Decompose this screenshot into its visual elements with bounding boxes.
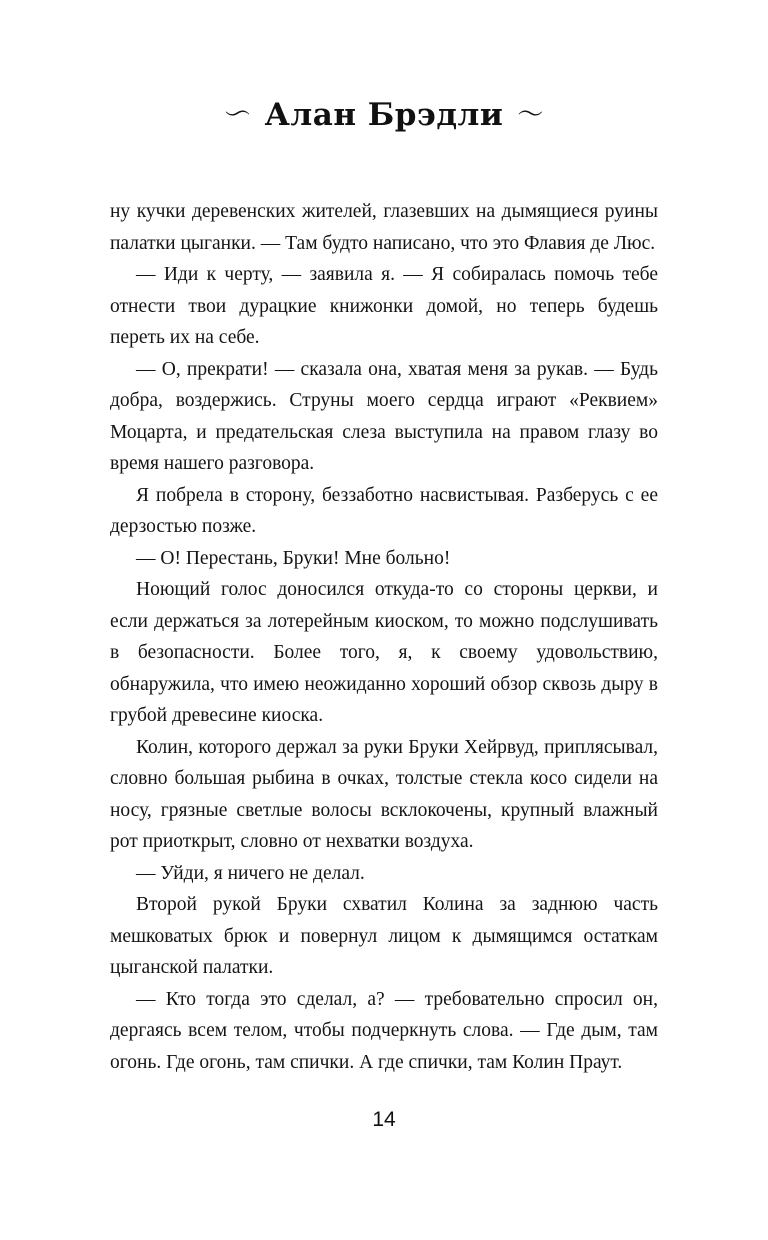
- running-head: [0, 96, 768, 134]
- paragraph: Колин, которого держал за руки Бруки Хейрвуд, приплясывал, словно большая рыбина в очках, толстые стекла косо сидели на носу, грязные светлые волосы всклокочены, крупный влажный рот приоткрыт, словно от нехватки воздуха.: [110, 736, 658, 852]
- paragraph: — О! Перестань, Бруки! Мне больно!: [136, 547, 451, 569]
- ornament-left-icon: 〜: [224, 99, 251, 130]
- paragraph: Второй рукой Бруки схватил Колина за заднюю часть мешковатых брюк и повернул лицом к дымящимся остаткам цыганской палатки.: [110, 894, 658, 978]
- paragraph: ну кучки деревенских жителей, глазевших на дымящиеся руины палатки цыганки. — Там будто написано, что это Флавия де Люс.: [110, 201, 658, 254]
- author-name: Алан Брэдли: [264, 97, 504, 133]
- body-text: [110, 196, 658, 1078]
- page-number: 14: [372, 1108, 396, 1131]
- paragraph: — О, прекрати! — сказала она, хватая меня за рукав. — Будь добра, воздержись. Струны моего сердца играют «Реквием» Моцарта, и предательская слеза выступила на правом глазу во время нашего разговора.: [110, 358, 658, 474]
- paragraph: Ноющий голос доносился откуда-то со стороны церкви, и если держаться за лотерейным киоском, то можно подслушивать в безопасности. Более того, я, к своему удовольствию, обнаружила, что имею неожиданно хороший обзор сквозь дыру в грубой древесине киоска.: [110, 579, 658, 726]
- paragraph: — Кто тогда это сделал, а? — требовательно спросил он, дергаясь всем телом, чтобы подчеркнуть слова. — Где дым, там огонь. Где огонь, там спички. А где спички, там Колин Праут.: [110, 988, 658, 1073]
- paragraph: — Уйди, я ничего не делал.: [136, 862, 365, 884]
- paragraph: Я побрела в сторону, беззаботно насвистывая. Разберусь с ее дерзостью позже.: [110, 484, 658, 537]
- ornament-right-icon: 〜: [517, 99, 544, 130]
- paragraph: — Иди к черту, — заявила я. — Я собиралась помочь тебе отнести твои дурацкие книжонки домой, но теперь будешь переть их на себе.: [110, 264, 658, 348]
